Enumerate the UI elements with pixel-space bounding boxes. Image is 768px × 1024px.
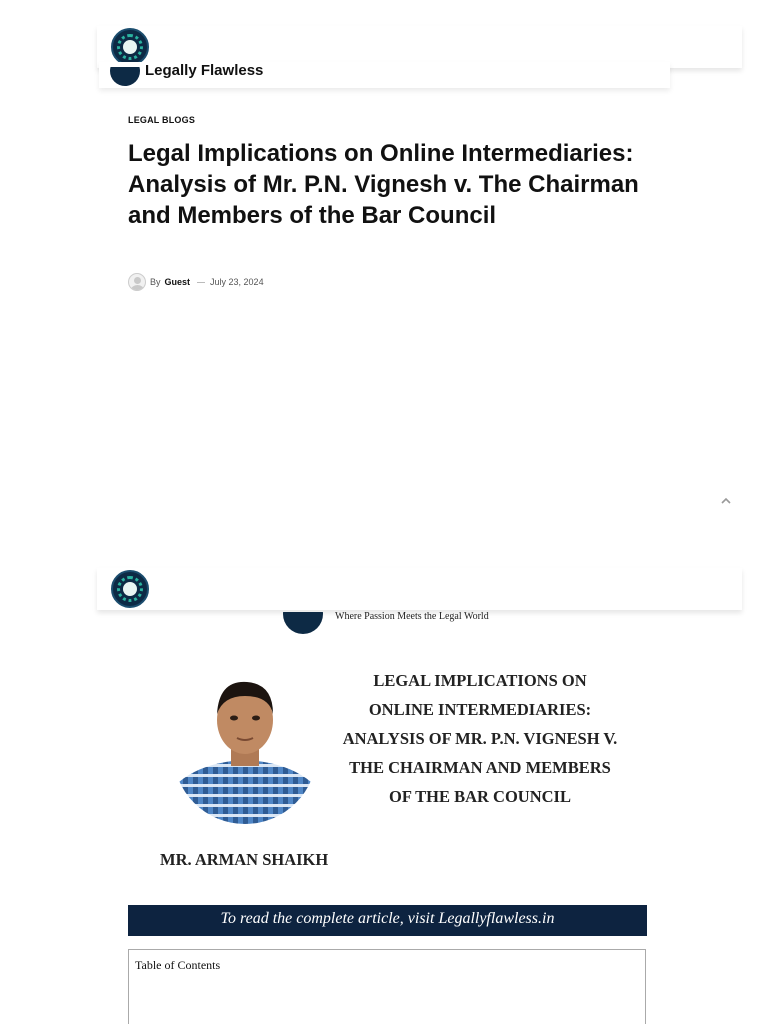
user-placeholder-icon xyxy=(128,273,146,291)
article-meta xyxy=(128,273,264,291)
read-more-banner: To read the complete article, visit Legallyflawless.in xyxy=(128,905,647,936)
toc-label[interactable]: Table of Contents xyxy=(135,958,221,972)
site-logo[interactable] xyxy=(111,28,149,66)
category-link[interactable]: LEGAL BLOGS xyxy=(128,115,196,125)
by-label: By xyxy=(150,277,161,287)
brand-name[interactable]: Legally Flawless xyxy=(145,62,264,78)
article-title: Legal Implications on Online Intermediaries: Analysis of Mr. P.N. Vignesh v. The Chairman and Members of the Bar Council xyxy=(128,140,639,229)
scroll-to-top-button[interactable] xyxy=(716,492,736,512)
publish-date: July 23, 2024 xyxy=(210,277,264,287)
poster-author-name: MR. ARMAN SHAIKH xyxy=(160,850,329,869)
sticky-header-repeat xyxy=(97,568,742,610)
poster-title: LEGAL IMPLICATIONS ON ONLINE INTERMEDIARIES: ANALYSIS OF MR. P.N. VIGNESH V. THE CHAIRMAN AND MEMBERS OF THE BAR COUNCIL xyxy=(342,671,618,806)
author-photo-illustration xyxy=(173,674,317,824)
chevron-up-icon xyxy=(720,495,732,507)
table-of-contents xyxy=(128,949,646,1024)
author-link[interactable]: Guest xyxy=(164,277,191,287)
author-photo xyxy=(173,674,317,824)
poster-tagline: Where Passion Meets the Legal World xyxy=(335,611,489,622)
meta-divider xyxy=(197,282,205,283)
site-logo-repeat[interactable] xyxy=(111,570,149,608)
